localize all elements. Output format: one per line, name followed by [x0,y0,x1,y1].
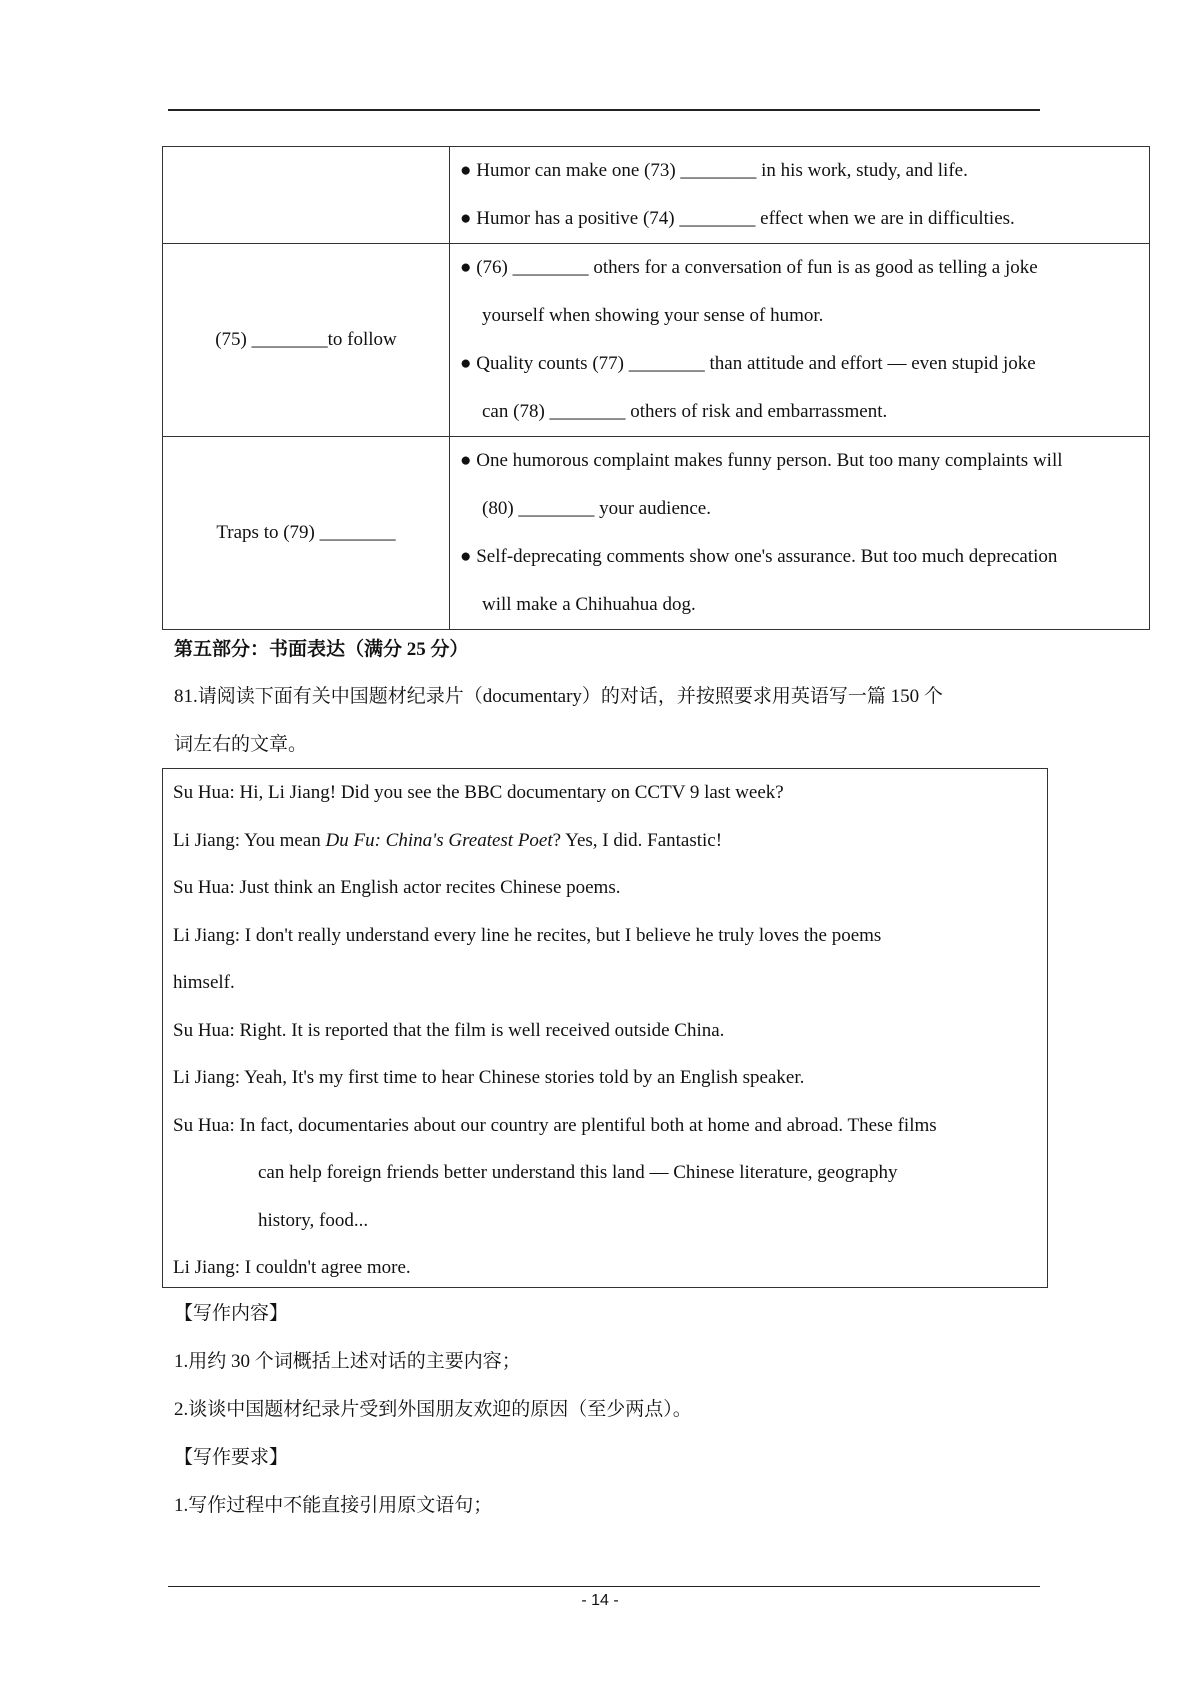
table-cell-right [450,244,1150,437]
dialogue-line: history, food... [258,1209,369,1231]
dialogue-line: Su Hua: Just think an English actor recites Chinese poems. [173,877,621,898]
bullet-continuation: yourself when showing your sense of humor. [482,305,824,326]
bullet-line: ● (76) ________ others for a conversation of fun is as good as telling a joke [460,257,1038,278]
section-heading: 第五部分：书面表达（满分 25 分） [174,639,469,660]
writing-requirements-heading: 【写作要求】 [174,1447,289,1468]
bullet-continuation: (80) ________ your audience. [482,498,711,519]
bullet-line: ● Quality counts (77) ________ than attitude and effort — even stupid joke [460,353,1036,374]
bullet-line: ● Humor can make one (73) ________ in his work, study, and life. [460,160,968,181]
dialogue-line: Li Jiang: Yeah, It's my first time to hear Chinese stories told by an English speaker. [173,1067,805,1088]
table-cell-left: (75) ________to follow [163,244,450,437]
table-row [163,437,1150,630]
dialogue-line: himself. [173,972,235,993]
bullet-line: ● Humor has a positive (74) ________ effect when we are in difficulties. [460,208,1015,229]
outline-table [162,146,1150,630]
footer-rule [168,1586,1040,1587]
bullet-continuation: can (78) ________ others of risk and embarrassment. [482,401,888,422]
table-cell-left [163,147,450,244]
documentary-title: Du Fu: China's Greatest Poet [325,829,553,851]
writing-requirement-item: 1.写作过程中不能直接引用原文语句； [174,1495,493,1516]
bullet-line: ● Self-deprecating comments show one's assurance. But too much deprecation [460,546,1058,567]
table-row [163,147,1150,244]
table-cell-right [450,147,1150,244]
dialogue-line: Li Jiang: I don't really understand every line he recites, but I believe he truly loves the poems [173,924,882,946]
header-rule [168,109,1040,111]
dialogue-text: ? Yes, I did. Fantastic! [552,829,723,851]
bullet-continuation: will make a Chihuahua dog. [482,594,696,615]
dialogue-line: can help foreign friends better understand this land — Chinese literature, geography [258,1162,898,1183]
table-cell-left: Traps to (79) ________ [163,437,450,630]
dialogue-line [173,817,1037,865]
writing-content-heading: 【写作内容】 [174,1303,289,1324]
writing-content-item: 2.谈谈中国题材纪录片受到外国朋友欢迎的原因（至少两点）。 [174,1399,692,1420]
dialogue-line: Li Jiang: I couldn't agree more. [173,1257,411,1278]
dialogue-line: Su Hua: In fact, documentaries about our country are plentiful both at home and abroad. These films [173,1114,937,1136]
writing-content-item: 1.用约 30 个词概括上述对话的主要内容； [174,1351,521,1372]
dialogue-line: Su Hua: Right. It is reported that the film is well received outside China. [173,1019,725,1041]
page-number: - 14 - [581,1592,619,1609]
dialogue-text: Li Jiang: You mean [173,829,326,851]
table-cell-right [450,437,1150,630]
dialogue-line: Su Hua: Hi, Li Jiang! Did you see the BBC documentary on CCTV 9 last week? [173,782,784,803]
table-row [163,244,1150,437]
question-text-continued: 词左右的文章。 [174,734,308,755]
question-text: 81.请阅读下面有关中国题材纪录片（documentary）的对话，并按照要求用英语写一篇 150 个 [174,686,943,707]
bullet-line: ● One humorous complaint makes funny person. But too many complaints will [460,450,1063,471]
dialogue-box [162,768,1048,1288]
